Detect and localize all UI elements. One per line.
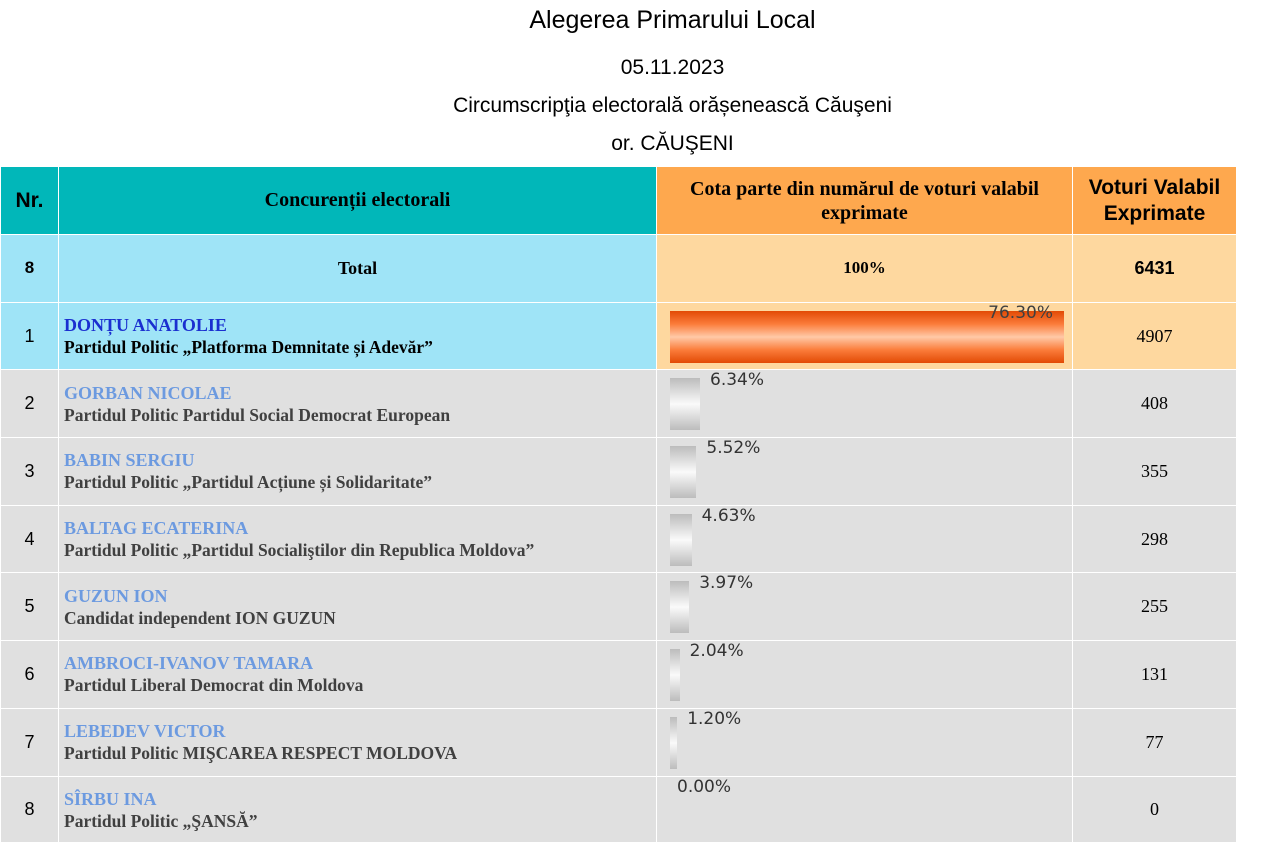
column-header-votes: Voturi Valabil Exprimate bbox=[1073, 167, 1237, 235]
candidate-nr: 5 bbox=[1, 573, 59, 641]
share-cell bbox=[657, 302, 1073, 370]
candidate-row bbox=[1, 776, 1237, 842]
candidate-row bbox=[1, 438, 1237, 506]
candidate-votes: 77 bbox=[1073, 708, 1237, 776]
candidate-nr: 7 bbox=[1, 708, 59, 776]
share-cell bbox=[657, 573, 1073, 641]
circumscription-name: Circumscripţia electorală orășenească Căuşeni bbox=[453, 94, 892, 117]
candidate-party: Candidat independent ION GUZUN bbox=[64, 607, 336, 628]
candidate-nr: 1 bbox=[1, 302, 59, 370]
share-bar bbox=[670, 581, 689, 633]
share-cell bbox=[657, 708, 1073, 776]
election-title: Alegerea Primarului Local bbox=[529, 6, 816, 34]
share-bar bbox=[670, 649, 680, 701]
candidate-nr: 4 bbox=[1, 505, 59, 573]
total-label: Total bbox=[59, 235, 657, 303]
candidate-name: GORBAN NICOLAE bbox=[64, 382, 232, 403]
share-label: 4.63% bbox=[701, 505, 756, 526]
share-cell bbox=[657, 776, 1073, 842]
candidate-cell bbox=[59, 302, 657, 370]
share-cell bbox=[657, 438, 1073, 506]
share-bar bbox=[670, 514, 692, 566]
candidate-cell bbox=[59, 708, 657, 776]
candidate-party: Partidul Liberal Democrat din Moldova bbox=[64, 675, 364, 696]
column-header-share: Cota parte din numărul de voturi valabil exprimate bbox=[657, 167, 1073, 235]
candidate-votes: 131 bbox=[1073, 641, 1237, 709]
candidate-party: Partidul Politic „Platforma Demnitate și Adevăr” bbox=[64, 337, 433, 358]
total-votes: 6431 bbox=[1073, 235, 1237, 303]
candidate-votes: 355 bbox=[1073, 438, 1237, 506]
candidate-votes: 408 bbox=[1073, 370, 1237, 438]
candidate-row bbox=[1, 505, 1237, 573]
candidate-row bbox=[1, 708, 1237, 776]
column-header-candidates: Concurenții electorali bbox=[59, 167, 657, 235]
candidate-votes: 0 bbox=[1073, 776, 1237, 842]
results-table bbox=[0, 166, 1237, 842]
candidate-name: AMBROCI-IVANOV TAMARA bbox=[64, 653, 314, 674]
candidate-name: SÎRBU INA bbox=[64, 788, 157, 809]
candidate-nr: 3 bbox=[1, 438, 59, 506]
share-bar bbox=[670, 446, 696, 498]
share-cell bbox=[657, 370, 1073, 438]
candidate-name: BALTAG ECATERINA bbox=[64, 518, 249, 539]
locality-name: or. CĂUŞENI bbox=[611, 132, 734, 155]
candidate-row bbox=[1, 302, 1237, 370]
candidate-party: Partidul Politic MIŞCAREA RESPECT MOLDOVA bbox=[64, 743, 458, 764]
share-cell bbox=[657, 641, 1073, 709]
total-nr: 8 bbox=[1, 235, 59, 303]
candidate-name: BABIN SERGIU bbox=[64, 450, 195, 471]
candidate-nr: 6 bbox=[1, 641, 59, 709]
candidate-cell bbox=[59, 505, 657, 573]
total-share: 100% bbox=[657, 235, 1073, 303]
candidate-row bbox=[1, 370, 1237, 438]
candidate-votes: 255 bbox=[1073, 573, 1237, 641]
candidate-nr: 2 bbox=[1, 370, 59, 438]
share-label: 0.00% bbox=[677, 776, 732, 797]
candidate-cell bbox=[59, 573, 657, 641]
share-label: 6.34% bbox=[710, 370, 765, 391]
candidate-cell bbox=[59, 641, 657, 709]
election-date: 05.11.2023 bbox=[620, 56, 725, 79]
candidate-name: LEBEDEV VICTOR bbox=[64, 721, 226, 742]
column-header-nr: Nr. bbox=[1, 167, 59, 235]
candidate-votes: 4907 bbox=[1073, 302, 1237, 370]
candidate-name: GUZUN ION bbox=[64, 585, 168, 606]
candidate-party: Partidul Politic Partidul Social Democrat European bbox=[64, 404, 451, 425]
share-label: 76.30% bbox=[988, 302, 1053, 323]
share-cell bbox=[657, 505, 1073, 573]
share-label: 2.04% bbox=[689, 641, 744, 662]
candidate-party: Partidul Politic „ŞANSĂ” bbox=[64, 810, 258, 831]
candidate-cell bbox=[59, 438, 657, 506]
candidate-row bbox=[1, 641, 1237, 709]
candidate-cell bbox=[59, 370, 657, 438]
candidate-votes: 298 bbox=[1073, 505, 1237, 573]
candidate-name: DONȚU ANATOLIE bbox=[64, 315, 227, 336]
total-row bbox=[1, 235, 1237, 303]
share-label: 5.52% bbox=[706, 438, 761, 459]
candidate-nr: 8 bbox=[1, 776, 59, 842]
candidate-party: Partidul Politic „Partidul Acțiune și Solidaritate” bbox=[64, 472, 432, 493]
candidate-cell bbox=[59, 776, 657, 842]
share-label: 1.20% bbox=[687, 708, 742, 729]
share-label: 3.97% bbox=[699, 573, 754, 594]
candidate-row bbox=[1, 573, 1237, 641]
candidate-party: Partidul Politic „Partidul Socialiştilor din Republica Moldova” bbox=[64, 540, 535, 561]
share-bar bbox=[670, 717, 677, 769]
share-bar bbox=[670, 378, 700, 430]
table-header-row bbox=[1, 167, 1237, 235]
